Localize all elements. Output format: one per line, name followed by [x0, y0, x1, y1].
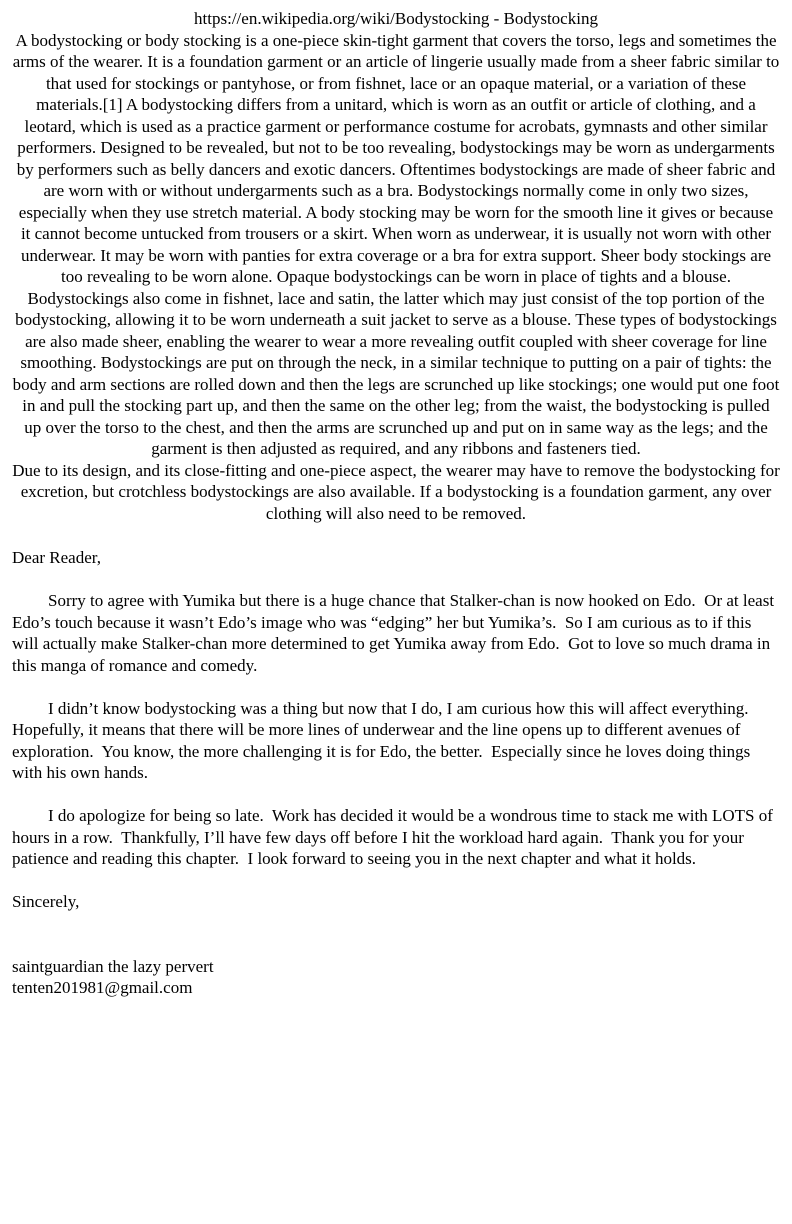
letter-paragraph-1: Sorry to agree with Yumika but there is a huge chance that Stalker-chan is now hooked on Edo. Or at least Edo’s touch because it wasn’t Edo’s image who was “edging” her but Yumika’s. So I am curious as to if this will actually make Stalker-chan more determined to get Yumika away from Edo. Got to love so much drama in this manga of romance and comedy.	[12, 591, 779, 675]
letter-paragraph-3: I do apologize for being so late. Work has decided it would be a wondrous time to stack me with LOTS of hours in a row. Thankfully, I’ll have few days off before I hit the workload hard again. Thank you for your patience and reading this chapter. I look forward to seeing you in the next chapter and what it holds.	[12, 806, 778, 868]
author-letter-section	[12, 547, 780, 999]
letter-email: tenten201981@gmail.com	[12, 978, 193, 997]
wiki-paragraph-1: A bodystocking or body stocking is a one-piece skin-tight garment that covers the torso, legs and sometimes the arms of the wearer. It is a foundation garment or an article of lingerie usually made from a sheer fabric similar to that used for stockings or pantyhose, or from fishnet, lace or an opaque material, or a variation of these materials.[1] A bodystocking differs from a unitard, which is worn as an outfit or article of clothing, and a leotard, which is used as a practice garment or performance costume for acrobats, gymnasts and other similar performers. Designed to be revealed, but not to be too revealing, bodystockings may be worn as undergarments by performers such as belly dancers and exotic dancers. Oftentimes bodystockings are made of sheer fabric and are worn with or without undergarments such as a bra. Bodystockings normally come in only two sizes, especially when they use stretch material. A body stocking may be worn for the smooth line it gives or because it cannot become untucked from trousers or a skirt. When worn as underwear, it is usually not worn with other underwear. It may be worn with panties for extra coverage or a bra for extra support. Sheer body stockings are too revealing to be worn alone. Opaque bodystockings can be worn in place of tights and a blouse. Bodystockings also come in fishnet, lace and satin, the latter which may just consist of the top portion of the bodystocking, allowing it to be worn underneath a suit jacket to serve as a blouse. These types of bodystockings are also made sheer, enabling the wearer to wear a more revealing outfit coupled with sheer coverage for line smoothing. Bodystockings are put on through the neck, in a similar technique to putting on a pair of tights: the body and arm sections are rolled down and then the legs are scrunched up like stockings; one would put one foot in and pull the stocking part up, and then the same on the other leg; from the waist, the bodystocking is pulled up over the torso to the chest, and then the arms are scrunched up and put on in same way as the legs; and the garment is then adjusted as required, and any ribbons and fasteners tied.	[12, 30, 780, 458]
source-url-line: https://en.wikipedia.org/wiki/Bodystocking - Bodystocking	[194, 9, 598, 28]
letter-salutation: Dear Reader,	[12, 548, 101, 567]
letter-paragraph-2: I didn’t know bodystocking was a thing but now that I do, I am curious how this will affect everything. Hopefully, it means that there will be more lines of underwear and the line opens up to different avenues of exploration. You know, the more challenging it is for Edo, the better. Especially since he loves doing things with his own hands.	[12, 698, 758, 782]
wiki-excerpt-section	[12, 8, 780, 524]
letter-signature: saintguardian the lazy pervert	[12, 956, 214, 976]
wiki-paragraph-2: Due to its design, and its close-fitting and one-piece aspect, the wearer may have to remove the bodystocking for excretion, but crotchless bodystockings are also available. If a bodystocking is a foundation garment, any over clothing will also need to be removed.	[12, 460, 780, 523]
letter-closing: Sincerely,	[12, 892, 80, 911]
